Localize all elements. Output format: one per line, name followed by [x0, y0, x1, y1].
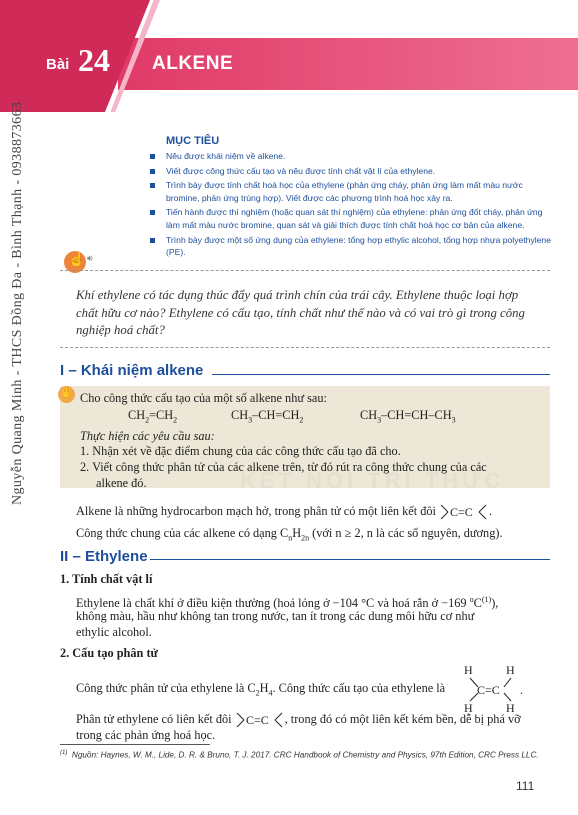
objective-item: Trình bày được tính chất hoá học của ethylene (phản ứng cháy, phản ứng làm mất màu nước bromine, phản ứng trùng hợp). Viết được các phương trình hoá học xảy ra. [142, 179, 552, 204]
formula-ethylene: $CH_2=CH_2$ [128, 408, 178, 425]
footnote-rule [60, 744, 210, 745]
page-title: ALKENE [152, 53, 234, 74]
section-1-rule [212, 374, 550, 375]
task-label: Thực hiện các yêu cầu sau: [80, 429, 215, 443]
watermark: KẾT NỐI TRI THỨC [240, 468, 505, 493]
bond-line-1: Phân tử ethylene có liên kết đôi C=C , trong đó có một liên kết kém bền, dễ bị phá vỡ [76, 710, 521, 730]
objectives-list [142, 150, 552, 261]
section-2-heading: II – Ethylene [60, 548, 148, 565]
formula-butene: $CH_3-CH=CH-CH_3$ [360, 408, 456, 425]
objective-item: Nêu được khái niệm về alkene. [142, 150, 552, 163]
alkene-definition: Alkene là những hydrocarbon mạch hở, trong phân tử có một liên kết đôi C=C . [76, 502, 492, 522]
svg-text:.: . [520, 683, 523, 697]
double-bond-symbol [439, 502, 489, 522]
speaker-icon: 🔊︎ [87, 253, 93, 263]
subsection-structure: 2. Cấu tạo phân tử [60, 646, 158, 660]
task-2-line-1: 2. Viết công thức phân tử của các alkene trên, từ đó rút ra công thức chung của các [80, 460, 487, 474]
svg-text:H: H [464, 701, 473, 715]
physical-line-2: không màu, hầu như không tan trong nước, tan ít trong các dung môi hữu cơ như [76, 609, 475, 623]
section-1-heading: I – Khái niệm alkene [60, 362, 204, 379]
ethylene-structural-formula [458, 662, 528, 716]
svg-text:C=C: C=C [245, 713, 269, 727]
svg-text:H: H [506, 663, 515, 677]
objective-item: Viết được công thức cấu tạo và nêu được tính chất vật lí của ethylene. [142, 165, 552, 178]
physical-line-3: ethylic alcohol. [76, 625, 152, 639]
formula-propene: $CH_3-CH=CH_2$ [231, 408, 304, 425]
subsection-physical: 1. Tính chất vật lí [60, 572, 153, 586]
svg-text:H: H [464, 663, 473, 677]
double-bond-symbol [235, 710, 285, 730]
structure-line: Công thức phân tử của ethylene là $C_2H_4$. Công thức cấu tạo của ethylene là [76, 681, 446, 698]
objective-item: Trình bày được một số ứng dụng của ethylene: tổng hợp ethylic alcohol, tổng hợp nhựa polyethylene (PE). [142, 234, 552, 259]
section-2-rule [150, 559, 550, 560]
task-2-line-2: alkene đó. [96, 476, 147, 490]
bond-line-2: trong các phản ứng hoá học. [76, 728, 216, 742]
footnote: $^{(1)}$ Nguồn: Haynes, W. M., Lide, D. R. & Bruno, T. J. 2017. CRC Handbook of Chemistry and Physics, 97th Edition, CRC Press LLC. [60, 750, 539, 760]
svg-text:C=C: C=C [477, 683, 500, 697]
hand-icon [58, 386, 75, 403]
task-1: 1. Nhận xét về đặc điểm chung của các công thức cấu tạo đã cho. [80, 444, 401, 458]
svg-text:C=C: C=C [450, 505, 473, 519]
alkene-general-formula: Công thức chung của các alkene có dạng $C_nH_{2n}$ (với n ≥ 2, n là các số nguyên, dương). [76, 526, 503, 543]
intro-question: Khí ethylene có tác dụng thúc đẩy quá trình chín của trái cây. Ethylene thuộc loại hợp chất hữu cơ nào? Ethylene có cấu tạo, tính chất như thế nào và có vai trò gì trong công nghiệp hoá chất? [76, 288, 525, 337]
side-author-text: Nguyễn Quang Minh - THCS Đồng Đa - Bình Thạnh - 0938873663 [10, 101, 25, 505]
physical-line-1: Ethylene là chất khí ở điều kiện thường (hoá lỏng ở −104 °C và hoá rắn ở −169 $^oC^{(1)}$), [76, 595, 499, 611]
activity-intro: Cho công thức cấu tạo của một số alkene như sau: [80, 391, 327, 405]
objective-item: Tiến hành được thí nghiệm (hoặc quan sát thí nghiệm) của ethylene: phản ứng đốt cháy, phản ứng làm mất màu nước bromine, quan sát và giải thích được tính chất hoá học cơ bản của alkene. [142, 206, 552, 231]
objectives-heading: MỤC TIÊU [166, 135, 220, 147]
lesson-number: 24 [78, 42, 110, 78]
svg-text:H: H [506, 701, 515, 715]
page-number: 111 [516, 779, 535, 793]
lesson-word: Bài [46, 56, 70, 73]
